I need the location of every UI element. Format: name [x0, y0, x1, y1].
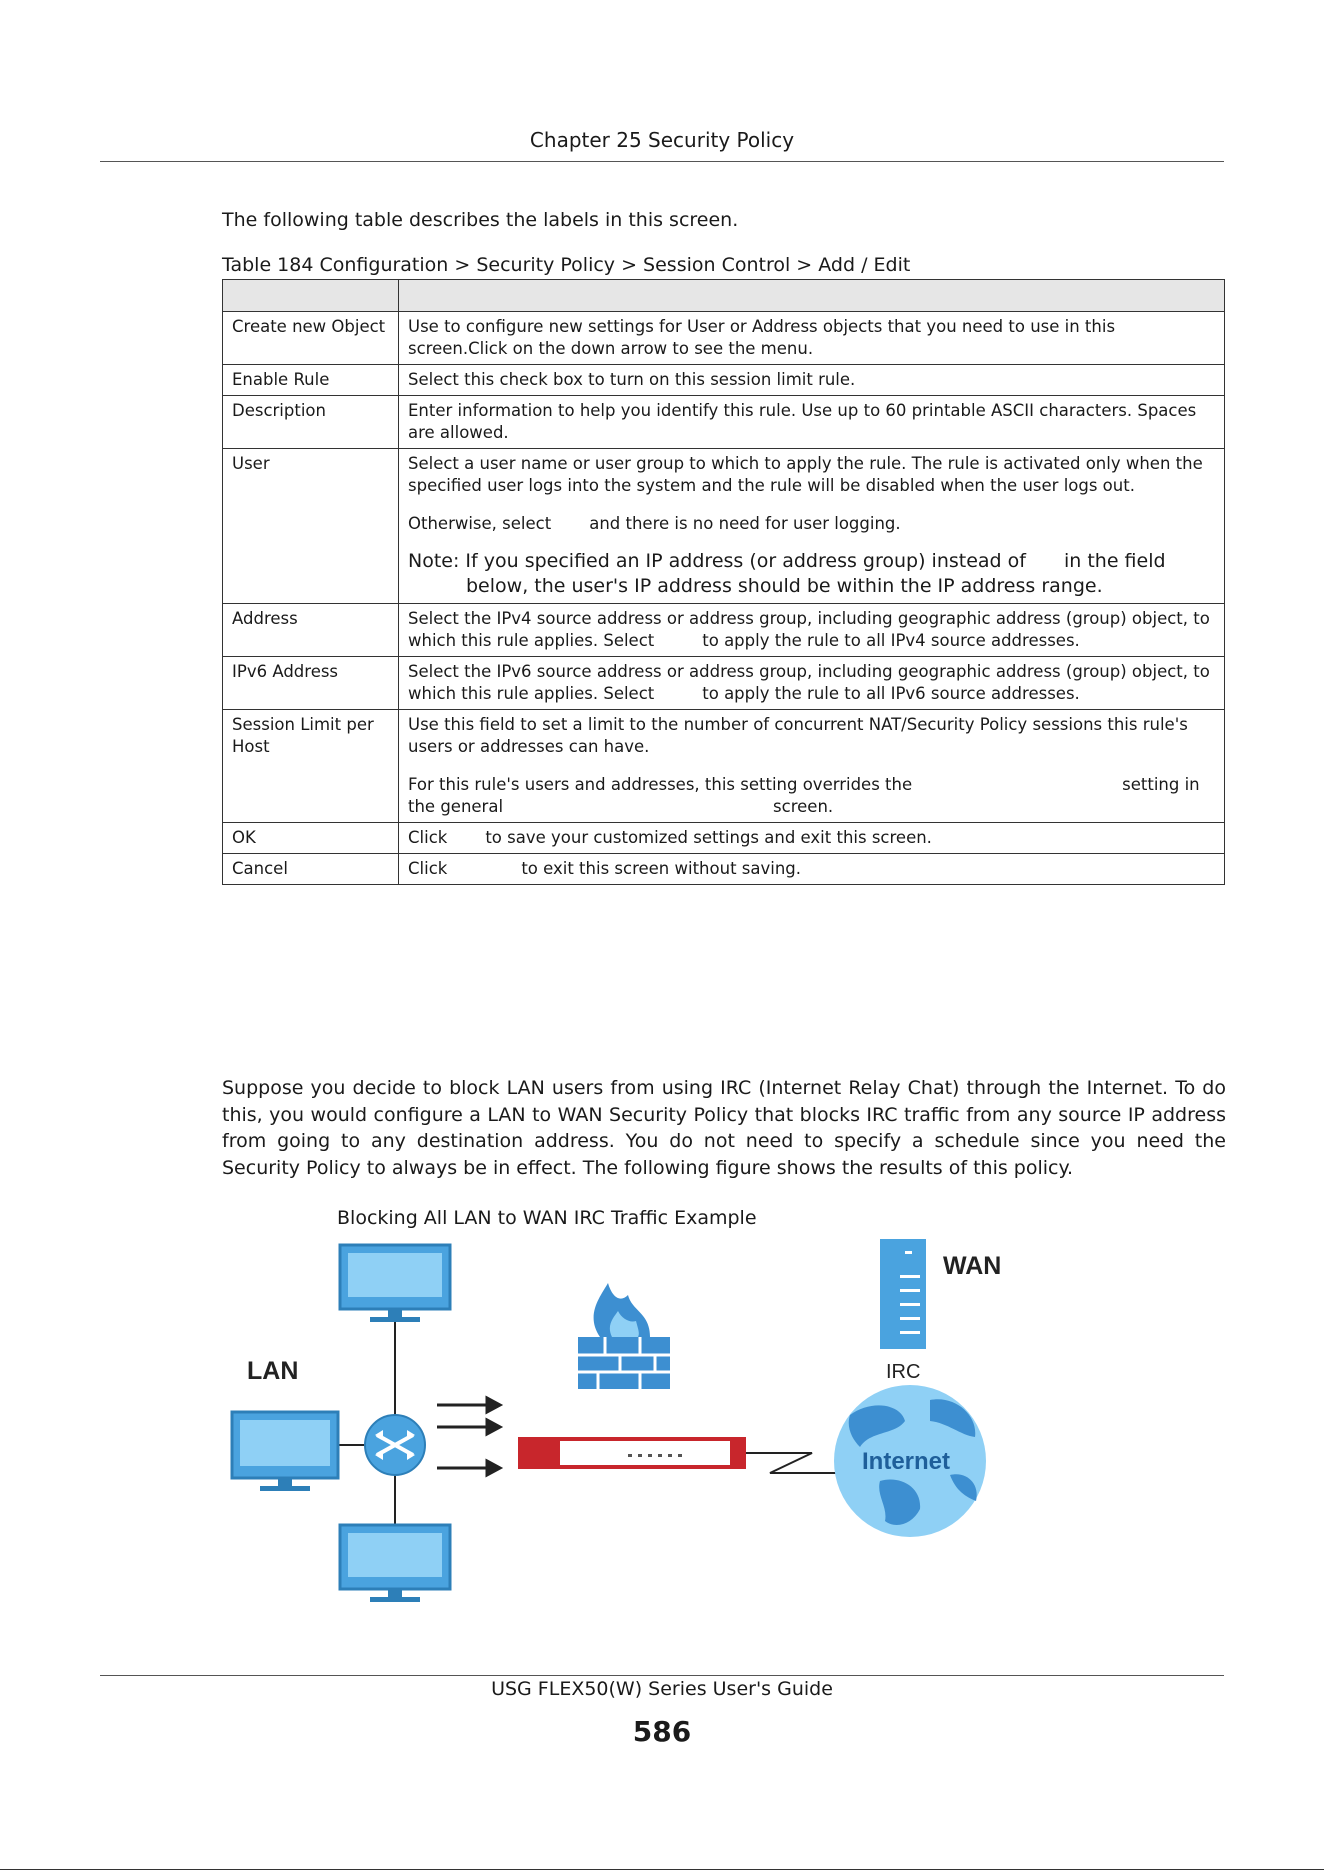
wan-link	[746, 1453, 840, 1473]
user-otherwise	[408, 513, 1215, 535]
row-description	[399, 657, 1225, 710]
ok-rest: to save your customized settings and exit this screen.	[485, 828, 932, 847]
row-description: Enter information to help you identify this rule. Use up to 60 printable ASCII characters. Spaces are allowed.	[399, 396, 1225, 449]
ipv6-desc-a: Select the IPv6 source address or address group, including geographic address (group) object, to which this rule applies. Select	[408, 662, 1210, 703]
switch-icon	[365, 1415, 425, 1475]
table-row	[223, 854, 1225, 885]
cancel-rest: to exit this screen without saving.	[521, 859, 802, 878]
internet-label: Internet	[862, 1448, 951, 1475]
traffic-arrows	[437, 1398, 500, 1475]
table-caption: Table 184 Configuration > Security Policy > Session Control > Add / Edit	[222, 254, 911, 276]
row-description	[399, 854, 1225, 885]
session-b: setting in	[1122, 775, 1200, 794]
user-desc: Select a user name or user group to which to apply the rule. The rule is activated only when the specified user logs into the system and the rule will be disabled when the user logs out.	[408, 454, 1203, 495]
table-row	[223, 710, 1225, 823]
note-c: below, the user's IP address should be within the IP address range.	[466, 575, 1103, 597]
table-row	[223, 396, 1225, 449]
chapter-header: Chapter 25 Security Policy	[529, 128, 795, 152]
figure-title: Blocking All LAN to WAN IRC Traffic Example	[337, 1207, 757, 1229]
row-description	[399, 823, 1225, 854]
row-label: Description	[223, 396, 399, 449]
monitor-top-icon	[340, 1245, 450, 1322]
table-row	[223, 312, 1225, 365]
irc-label: IRC	[886, 1361, 921, 1383]
header-rule	[100, 161, 1224, 162]
session-a: For this rule's users and addresses, this setting overrides the	[408, 775, 913, 794]
row-description: Select this check box to turn on this session limit rule.	[399, 365, 1225, 396]
row-description: Use to configure new settings for User or Address objects that you need to use in this screen.Click on the down arrow to see the menu.	[399, 312, 1225, 365]
monitor-left-icon	[232, 1412, 338, 1491]
cancel-click: Click	[408, 859, 448, 878]
table-row	[223, 657, 1225, 710]
wan-label: WAN	[943, 1252, 1002, 1280]
header-cell-label	[223, 280, 399, 312]
address-desc-a: Select the IPv4 source address or address group, including geographic address (group) object, to which this rule applies. Select	[408, 609, 1210, 650]
row-label: Session Limit per Host	[223, 710, 399, 823]
row-label: User	[223, 449, 399, 604]
row-description	[399, 710, 1225, 823]
labels-table	[222, 279, 1225, 885]
note-b: in the field	[1063, 550, 1166, 572]
body-paragraph: Suppose you decide to block LAN users from using IRC (Internet Relay Chat) through the Internet. To do this, you would configure a LAN to WAN Security Policy that blocks IRC traffic from any source IP address from going to any destination address. You do not need to specify a schedule since you need the Security Policy to always be in effect. The following figure shows the results of this policy.	[222, 1077, 1226, 1179]
row-description	[399, 449, 1225, 604]
row-label: Create new Object	[223, 312, 399, 365]
table-row	[223, 449, 1225, 604]
footer-guide: USG FLEX50(W) Series User's Guide	[491, 1678, 833, 1700]
note-a: Note: If you specified an IP address (or address group) instead of	[408, 550, 1026, 572]
network-diagram	[0, 1225, 1324, 1625]
otherwise-a: Otherwise, select	[408, 514, 552, 533]
firewall-icon	[578, 1283, 670, 1389]
user-note	[408, 549, 1215, 599]
page-number: 586	[632, 1715, 692, 1748]
otherwise-b: and there is no need for user logging.	[589, 514, 901, 533]
address-desc-b: to apply the rule to all IPv4 source addresses.	[702, 631, 1080, 650]
row-label: Address	[223, 604, 399, 657]
table-row	[223, 365, 1225, 396]
session-override	[408, 774, 1215, 818]
session-desc: Use this field to set a limit to the number of concurrent NAT/Security Policy sessions this rule's users or addresses can have.	[408, 715, 1188, 756]
bottom-edge-line	[0, 1869, 1324, 1870]
row-label: IPv6 Address	[223, 657, 399, 710]
header-cell-description	[399, 280, 1225, 312]
table-header-row	[223, 280, 1225, 312]
row-label: Enable Rule	[223, 365, 399, 396]
intro-text: The following table describes the labels in this screen.	[222, 209, 739, 231]
firewall-device	[518, 1437, 746, 1469]
session-d: screen.	[773, 797, 834, 816]
session-c: the general	[408, 797, 504, 816]
table-row	[223, 823, 1225, 854]
row-description	[399, 604, 1225, 657]
monitor-bottom-icon	[340, 1525, 450, 1602]
ipv6-desc-b: to apply the rule to all IPv6 source addresses.	[702, 684, 1080, 703]
table-row	[223, 604, 1225, 657]
irc-server-icon	[880, 1239, 926, 1349]
row-label: OK	[223, 823, 399, 854]
ok-click: Click	[408, 828, 448, 847]
row-label: Cancel	[223, 854, 399, 885]
footer-rule	[100, 1675, 1224, 1676]
lan-label: LAN	[247, 1357, 299, 1385]
